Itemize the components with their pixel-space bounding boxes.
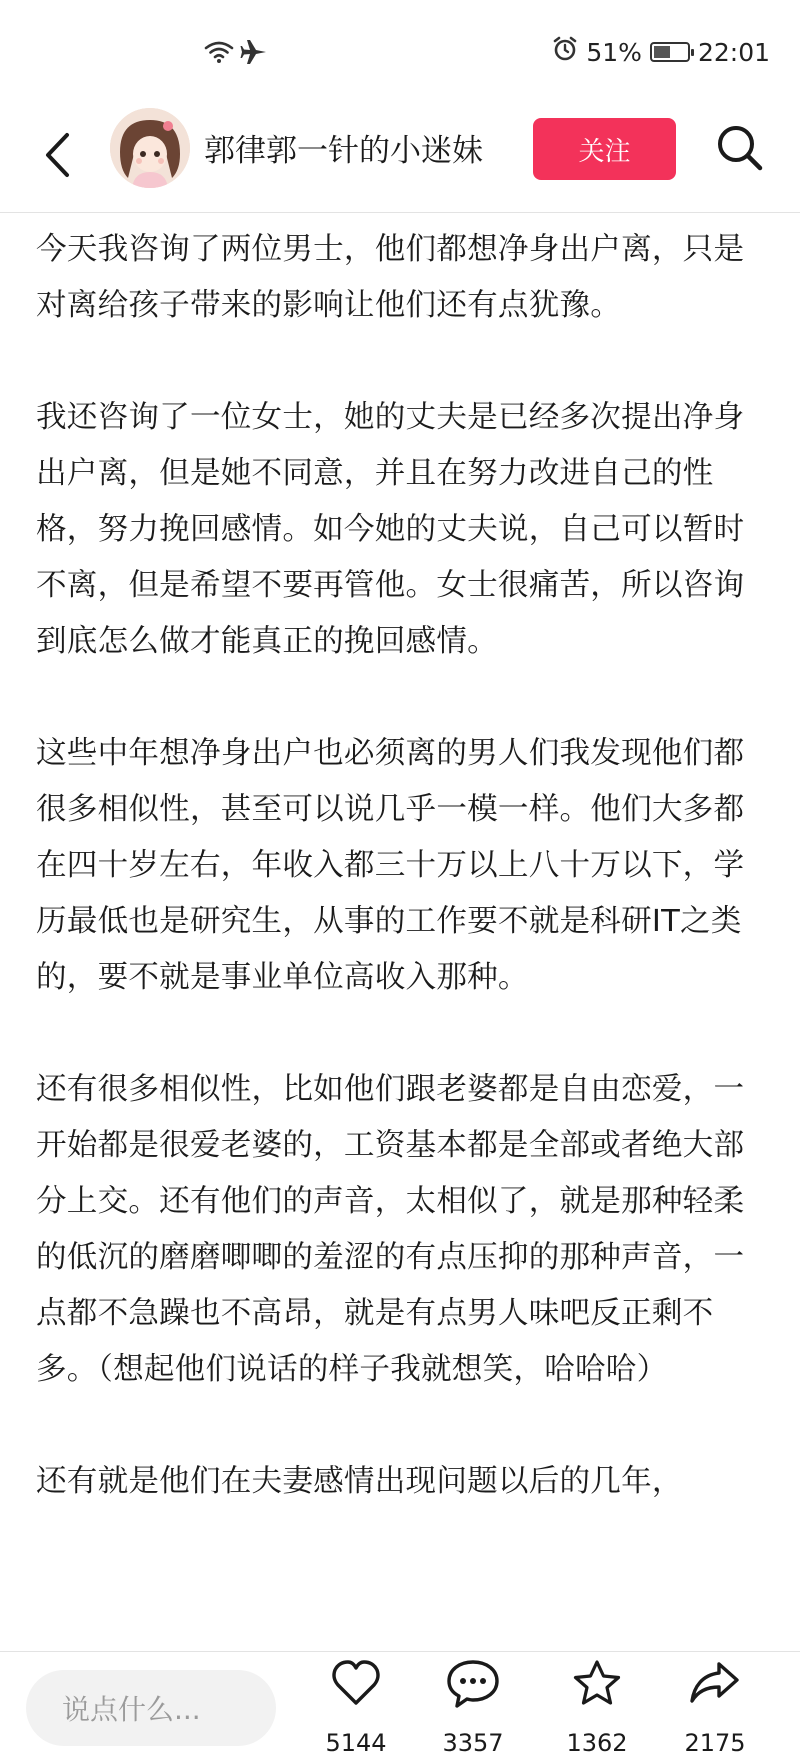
author-name[interactable]: 郭律郭一针的小迷妹 bbox=[204, 133, 483, 169]
back-arrow-icon bbox=[43, 132, 73, 178]
bottom-action-bar bbox=[0, 1651, 800, 1760]
battery-charging-icon bbox=[650, 42, 690, 62]
like-button[interactable] bbox=[311, 1658, 401, 1758]
status-bar bbox=[0, 0, 800, 104]
comment-input[interactable]: 说点什么... bbox=[26, 1670, 276, 1746]
search-icon bbox=[714, 122, 766, 174]
comment-count: 3357 bbox=[442, 1729, 504, 1757]
status-time: 22:01 bbox=[697, 37, 770, 67]
airplane-mode-icon bbox=[240, 38, 268, 70]
comment-icon bbox=[445, 1658, 501, 1710]
article-body bbox=[36, 212, 770, 1652]
paragraph-spacer bbox=[36, 334, 770, 390]
paragraph-spacer bbox=[36, 670, 770, 726]
article-paragraph-3: 这些中年想净身出户也必须离的男人们我发现他们都很多相似性，甚至可以说几乎一模一样。他们大多都在四十岁左右，年收入都三十万以上八十万以下，学历最低也是研究生，从事的工作要不就是科研IT之类的，要不就是事业单位高收入那种。 bbox=[36, 736, 745, 995]
article-paragraph-2: 我还咨询了一位女士，她的丈夫是已经多次提出净身出户离，但是她不同意，并且在努力改进自己的性格，努力挽回感情。如今她的丈夫说，自己可以暂时不离，但是希望不要再管他。女士很痛苦，所以咨询到底怎么做才能真正的挽回感情。 bbox=[36, 400, 745, 659]
like-count: 5144 bbox=[325, 1729, 387, 1757]
battery-level bbox=[654, 46, 670, 58]
star-icon bbox=[570, 1658, 624, 1710]
status-icons-right bbox=[552, 36, 770, 68]
status-icons-center bbox=[204, 38, 268, 70]
article-paragraph-4: 还有很多相似性，比如他们跟老婆都是自由恋爱，一开始都是很爱老婆的，工资基本都是全部或者绝大部分上交。还有他们的声音，太相似了，就是那种轻柔的低沉的磨磨唧唧的羞涩的有点压抑的那种声音，一点都不急躁也不高昂，就是有点男人味吧反正剩不多。（想起他们说话的样子我就想笑，哈哈哈） bbox=[36, 1072, 745, 1387]
share-count: 2175 bbox=[684, 1729, 746, 1757]
battery-percent: 51% bbox=[586, 37, 642, 67]
article-paragraph-5: 还有就是他们在夫妻感情出现问题以后的几年， bbox=[36, 1464, 683, 1499]
wifi-icon bbox=[204, 40, 234, 68]
alarm-icon bbox=[552, 36, 578, 68]
search-button[interactable] bbox=[714, 122, 766, 174]
share-icon bbox=[687, 1658, 743, 1708]
paragraph-spacer bbox=[36, 1006, 770, 1062]
favorite-count: 1362 bbox=[566, 1729, 628, 1757]
share-button[interactable] bbox=[670, 1658, 760, 1758]
article-paragraph-1: 今天我咨询了两位男士，他们都想净身出户离，只是对离给孩子带来的影响让他们还有点犹豫。 bbox=[36, 232, 745, 323]
article-header bbox=[0, 104, 800, 213]
follow-button[interactable]: 关注 bbox=[533, 118, 676, 180]
paragraph-spacer bbox=[36, 1398, 770, 1454]
author-avatar[interactable] bbox=[110, 108, 190, 188]
back-button[interactable] bbox=[38, 128, 78, 182]
heart-icon bbox=[330, 1658, 382, 1708]
favorite-button[interactable] bbox=[552, 1658, 642, 1758]
comment-button[interactable] bbox=[428, 1658, 518, 1758]
